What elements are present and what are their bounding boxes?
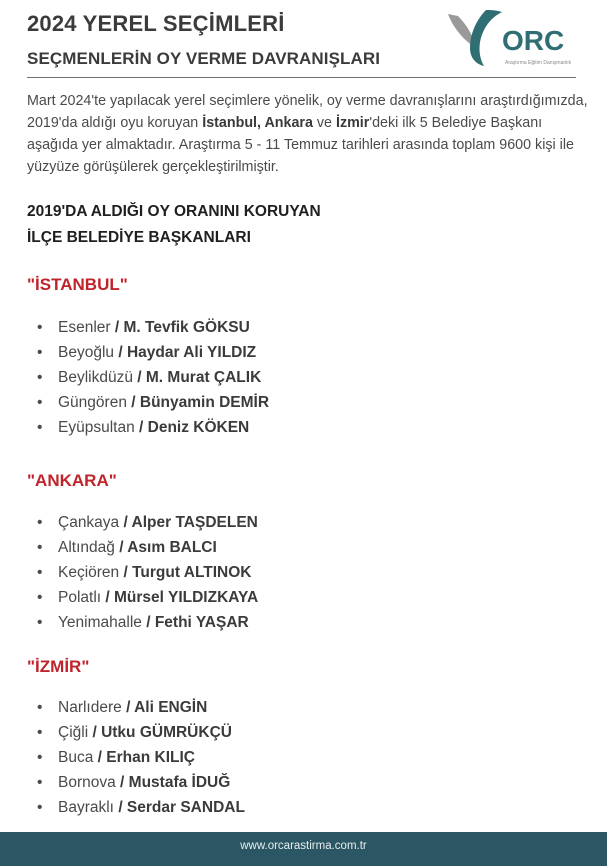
intro-bold-cities: İstanbul, Ankara: [202, 115, 313, 131]
bullet-icon: •: [37, 514, 43, 531]
district-name: Buca: [58, 749, 94, 766]
mayor-name: / M. Tevfik GÖKSU: [114, 319, 250, 336]
list-item: [35, 585, 258, 610]
bullet-icon: •: [37, 369, 43, 386]
bullet-icon: •: [37, 419, 43, 436]
district-name: Polatlı: [58, 589, 102, 606]
intro-text: ve: [312, 115, 336, 131]
mayor-list-izmir: [35, 695, 245, 820]
mayor-name: / Haydar Ali YILDIZ: [118, 344, 257, 361]
mayor-name: / Deniz KÖKEN: [139, 419, 250, 436]
district-name: Keçiören: [58, 564, 120, 581]
district-name: Narlıdere: [58, 699, 122, 716]
district-name: Esenler: [58, 319, 111, 336]
mayor-name: / Alper TAŞDELEN: [123, 514, 258, 531]
list-item: [35, 510, 258, 535]
city-heading-istanbul: "İSTANBUL": [27, 275, 128, 294]
district-name: Yenimahalle: [58, 614, 142, 631]
district-name: Güngören: [58, 394, 127, 411]
mayor-name: / Mürsel YILDIZKAYA: [105, 589, 259, 606]
mayor-name: / Ali ENGİN: [126, 699, 208, 716]
district-name: Altındağ: [58, 539, 115, 556]
section-heading-line: 2019'DA ALDIĞI OY ORANINI KORUYAN: [27, 203, 321, 220]
bullet-icon: •: [37, 774, 43, 791]
list-item: [35, 340, 269, 365]
bullet-icon: •: [37, 699, 43, 716]
logo-wordmark: ORC: [502, 25, 565, 56]
bullet-icon: •: [37, 539, 43, 556]
intro-text: Mart 2024'te yapılacak yerel seçimlere yönelik, oy verme davranışlarını araştırdığımızda, 2019'da aldığı oyu koruyan: [27, 93, 588, 131]
page-subtitle: SEÇMENLERİN OY VERME DAVRANIŞLARI: [27, 49, 381, 68]
intro-text: 'deki ilk 5 Belediye Başkanı aşağıda yer almaktadır. Araştırma 5 - 11 Temmuz tarihleri arasında toplam 9600 kişi ile yüzyüze görüşülerek gerçekleştirilmiştir.: [27, 115, 574, 175]
orc-logo: [444, 8, 572, 70]
orc-logo-mark-icon: [444, 8, 572, 70]
website-link[interactable]: www.orcarastirma.com.tr: [240, 840, 367, 852]
bullet-icon: •: [37, 614, 43, 631]
list-item: [35, 415, 269, 440]
list-item: [35, 365, 269, 390]
district-name: Bayraklı: [58, 799, 114, 816]
list-item: [35, 610, 258, 635]
bullet-icon: •: [37, 394, 43, 411]
mayor-list-istanbul: [35, 315, 269, 440]
bullet-icon: •: [37, 344, 43, 361]
mayor-name: / Serdar SANDAL: [118, 799, 245, 816]
section-heading: [27, 199, 321, 251]
district-name: Bornova: [58, 774, 116, 791]
bullet-icon: •: [37, 724, 43, 741]
list-item: [35, 390, 269, 415]
list-item: [35, 795, 245, 820]
district-name: Eyüpsultan: [58, 419, 135, 436]
mayor-name: / Mustafa İDUĞ: [120, 774, 231, 791]
mayor-name: / Utku GÜMRÜKÇÜ: [92, 724, 232, 741]
intro-paragraph: [27, 90, 593, 178]
city-heading-izmir: "İZMİR": [27, 657, 90, 676]
district-name: Beylikdüzü: [58, 369, 133, 386]
bullet-icon: •: [37, 319, 43, 336]
bullet-icon: •: [37, 749, 43, 766]
header-divider: [27, 77, 576, 78]
list-item: [35, 535, 258, 560]
section-heading-line: İLÇE BELEDİYE BAŞKANLARI: [27, 229, 251, 246]
logo-tagline: Araştırma Eğitim Danışmanlık: [505, 60, 572, 66]
mayor-name: / Fethi YAŞAR: [146, 614, 249, 631]
footer-bar: [0, 832, 607, 866]
mayor-name: / Erhan KILIÇ: [97, 749, 195, 766]
page-title: 2024 YEREL SEÇİMLERİ: [27, 11, 285, 36]
mayor-list-ankara: [35, 510, 258, 635]
bullet-icon: •: [37, 564, 43, 581]
mayor-name: / Bünyamin DEMİR: [131, 394, 270, 411]
bullet-icon: •: [37, 799, 43, 816]
list-item: [35, 720, 245, 745]
city-heading-ankara: "ANKARA": [27, 471, 117, 490]
district-name: Çiğli: [58, 724, 89, 741]
district-name: Beyoğlu: [58, 344, 115, 361]
list-item: [35, 560, 258, 585]
district-name: Çankaya: [58, 514, 120, 531]
list-item: [35, 770, 245, 795]
list-item: [35, 745, 245, 770]
mayor-name: / Asım BALCI: [119, 539, 217, 556]
bullet-icon: •: [37, 589, 43, 606]
list-item: [35, 695, 245, 720]
intro-bold-izmir: İzmir: [335, 115, 370, 131]
list-item: [35, 315, 269, 340]
mayor-name: / Turgut ALTINOK: [123, 564, 252, 581]
mayor-name: / M. Murat ÇALIK: [137, 369, 262, 386]
